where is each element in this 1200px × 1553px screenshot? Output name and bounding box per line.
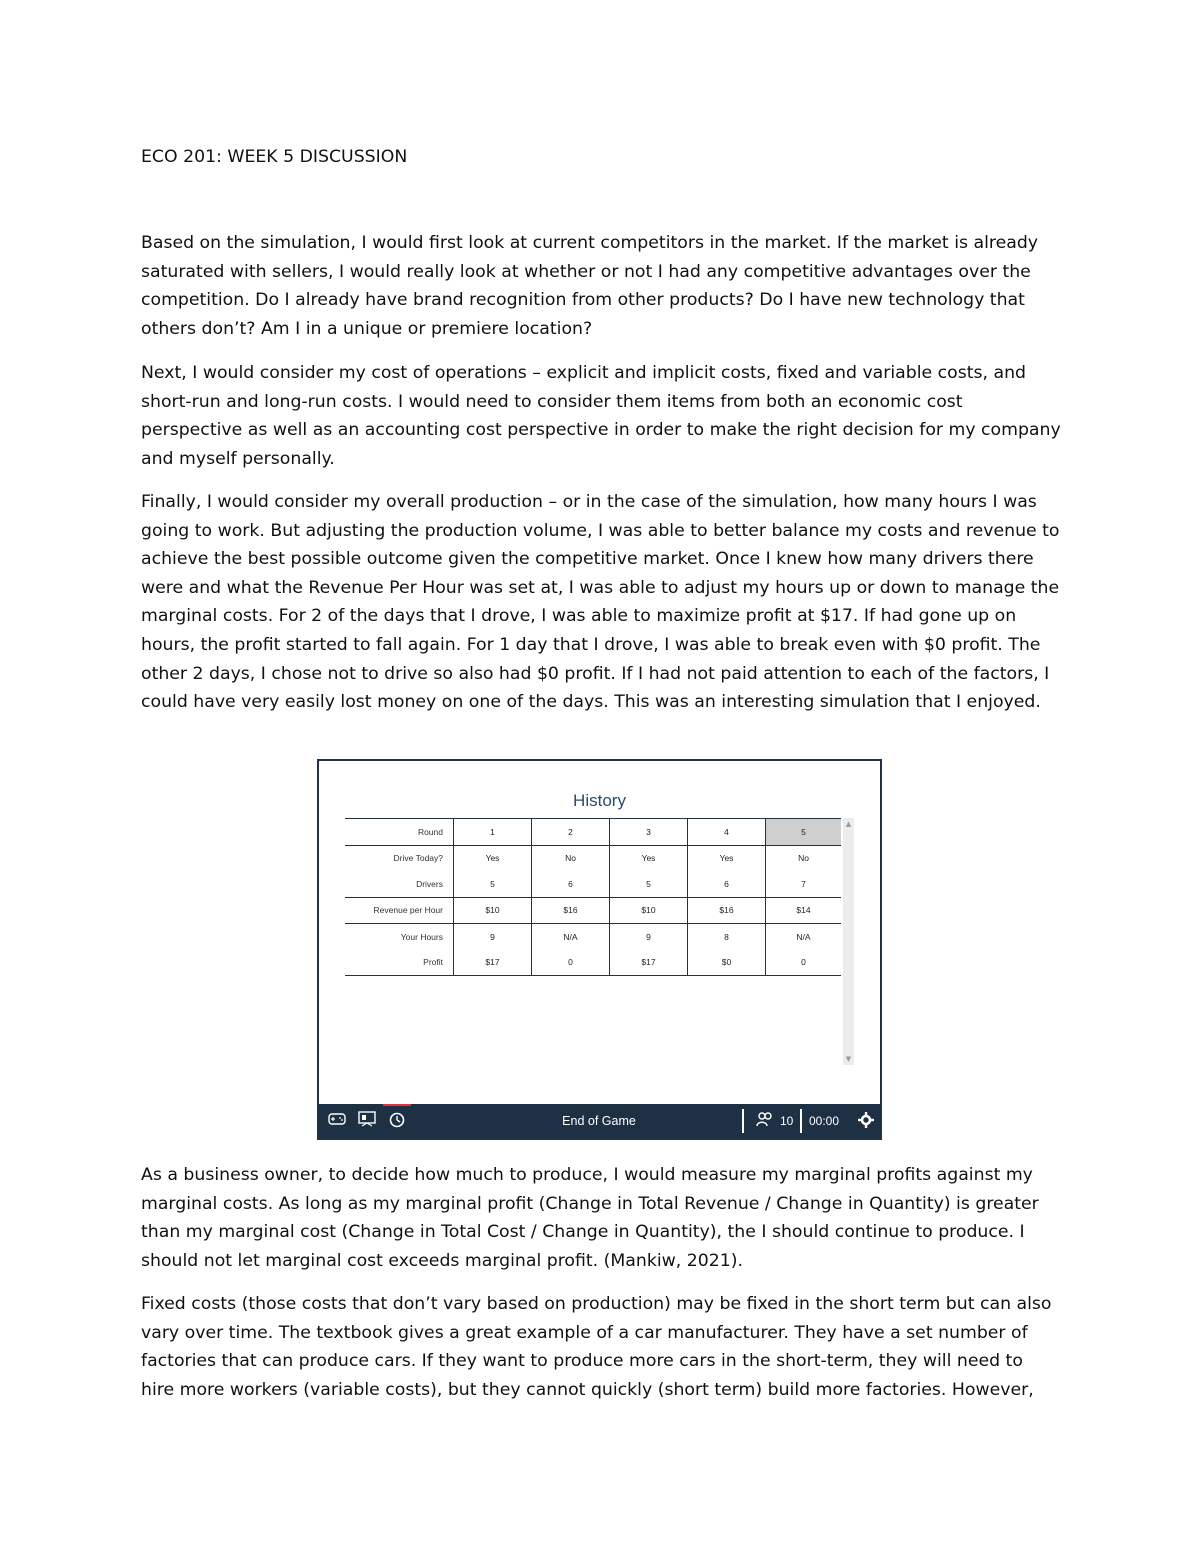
paragraph-text: Finally, I would consider my overall production – or in the case of the simulation, how many hours I was going to work. But adjusting the production volume, I was able to better balance my costs and revenue to achieve the best possible outcome given the competitive market. Once I knew how many drivers there were and what the Revenue Per Hour was set at, I was able to adjust my hours up or down to manage the marginal costs. For 2 of the days that I drove, I was able to maximize profit at $17. If had gone up on hours, the profit started to fall again. For 1 day that I drove, I was able to break even with $0 profit. The other 2 days, I chose not to drive so also had $0 profit. If I had not paid attention to each of the factors, I could have very easily lost money on one of the days. This was an interesting simulation that I enjoyed. bbox=[141, 492, 1060, 713]
history-cell: No bbox=[532, 845, 610, 871]
history-cell: 5 bbox=[454, 871, 532, 897]
history-cell: 2 bbox=[532, 819, 610, 846]
history-icon[interactable] bbox=[387, 1111, 407, 1131]
history-cell: $0 bbox=[688, 950, 766, 976]
scroll-down-icon[interactable]: ▼ bbox=[845, 1055, 852, 1063]
paragraph-competitors bbox=[141, 229, 1061, 343]
paragraph-text: Fixed costs (those costs that don’t vary based on production) may be fixed in the short term but can also vary over time. The textbook gives a great example of a car manufacturer. They have a set number of factories that can produce cars. If they want to produce more cars in the short-term, they will need to hire more workers (variable costs), but they cannot quickly (short term) build more factories. However, bbox=[141, 1294, 1052, 1400]
history-cell: $10 bbox=[454, 897, 532, 924]
history-cell: $17 bbox=[454, 950, 532, 976]
history-cell: $17 bbox=[610, 950, 688, 976]
history-cell: N/A bbox=[532, 924, 610, 950]
history-cell: Yes bbox=[454, 845, 532, 871]
paragraph-costs bbox=[141, 359, 1061, 473]
history-cell: 6 bbox=[532, 871, 610, 897]
history-cell: 0 bbox=[766, 950, 842, 976]
game-timer: 00:00 bbox=[809, 1114, 840, 1128]
paragraph-fixed-costs bbox=[141, 1290, 1061, 1404]
history-cell: 9 bbox=[454, 924, 532, 950]
history-cell: 3 bbox=[610, 819, 688, 846]
history-cell: 7 bbox=[766, 871, 842, 897]
row-label: Profit bbox=[345, 950, 454, 976]
presentation-icon[interactable] bbox=[357, 1111, 377, 1131]
paragraph-text: Next, I would consider my cost of operations – explicit and implicit costs, fixed and variable costs, and short-run and long-run costs. I would need to consider them items from both an economic cost perspective as well as an accounting cost perspective in order to make the right decision for my company and myself personally. bbox=[141, 363, 1061, 469]
scroll-up-icon[interactable]: ▲ bbox=[845, 820, 852, 828]
scrollbar[interactable] bbox=[843, 818, 854, 1065]
history-cell: 1 bbox=[454, 819, 532, 846]
simulation-screenshot bbox=[317, 759, 882, 1140]
row-label: Drivers bbox=[416, 878, 443, 889]
history-cell: 4 bbox=[688, 819, 766, 846]
history-cell: 5 bbox=[610, 871, 688, 897]
paragraph-production bbox=[141, 488, 1061, 717]
history-cell: 8 bbox=[688, 924, 766, 950]
paragraph-text: As a business owner, to decide how much to produce, I would measure my marginal profits against my marginal costs. As long as my marginal profit (Change in Total Revenue / Change in Quantity) is greater than my marginal cost (Change in Total Cost / Change in Quantity), the I should continue to produce. I should not let marginal cost exceeds marginal profit. (Mankiw, 2021). bbox=[141, 1165, 1039, 1271]
history-cell: No bbox=[766, 845, 842, 871]
history-cell: 6 bbox=[688, 871, 766, 897]
active-tab-indicator bbox=[383, 1104, 411, 1106]
history-row bbox=[345, 845, 841, 871]
settings-icon[interactable] bbox=[856, 1111, 876, 1131]
history-cell: 9 bbox=[610, 924, 688, 950]
history-row bbox=[345, 871, 841, 897]
game-toolbar bbox=[319, 1104, 880, 1138]
people-icon[interactable] bbox=[755, 1111, 775, 1131]
history-cell: Yes bbox=[688, 845, 766, 871]
document-title: ECO 201: WEEK 5 DISCUSSION bbox=[141, 147, 408, 167]
history-cell: Yes bbox=[610, 845, 688, 871]
paragraph-marginal bbox=[141, 1161, 1061, 1275]
row-label: Drive Today? bbox=[345, 845, 454, 871]
history-row bbox=[345, 819, 841, 846]
history-cell: $14 bbox=[766, 897, 842, 924]
history-cell: 5 bbox=[766, 819, 842, 846]
toolbar-divider bbox=[742, 1109, 744, 1133]
history-cell: 0 bbox=[532, 950, 610, 976]
history-row bbox=[345, 924, 841, 950]
history-cell: $16 bbox=[532, 897, 610, 924]
history-table bbox=[345, 818, 841, 976]
player-count: 10 bbox=[780, 1114, 794, 1128]
row-label: Round bbox=[345, 819, 454, 846]
gamepad-icon[interactable] bbox=[327, 1111, 347, 1131]
history-cell: $10 bbox=[610, 897, 688, 924]
history-row bbox=[345, 897, 841, 924]
history-row bbox=[345, 950, 841, 976]
history-cell: $16 bbox=[688, 897, 766, 924]
toolbar-divider bbox=[800, 1109, 802, 1133]
history-cell: N/A bbox=[766, 924, 842, 950]
history-title: History bbox=[573, 791, 626, 810]
paragraph-text: Based on the simulation, I would first look at current competitors in the market. If the market is already saturated with sellers, I would really look at whether or not I had any competitive advantages over the competition. Do I already have brand recognition from other products? Do I have new technology that others don’t? Am I in a unique or premiere location? bbox=[141, 233, 1039, 339]
game-status: End of Game bbox=[562, 1114, 636, 1128]
row-label: Revenue per Hour bbox=[345, 897, 454, 924]
row-label: Your Hours bbox=[345, 924, 454, 950]
